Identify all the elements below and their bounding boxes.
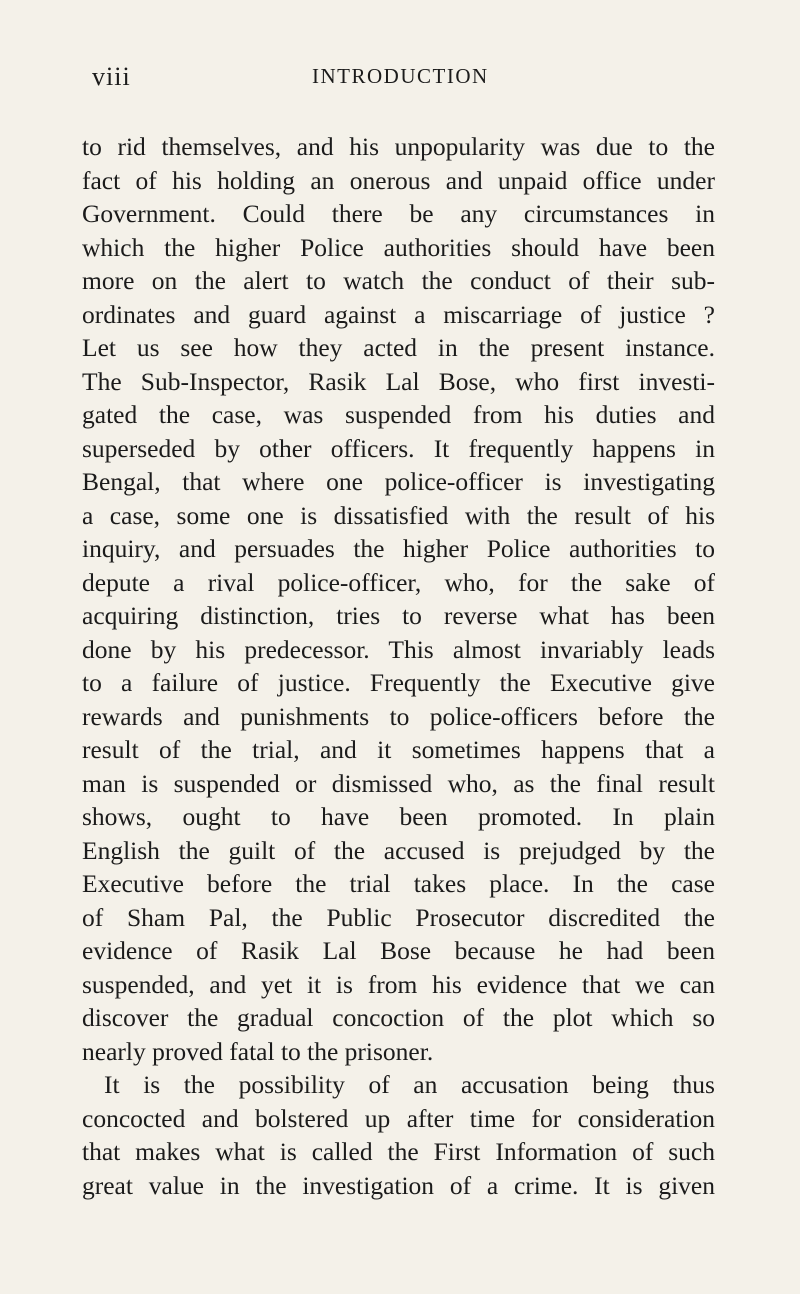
text-line: inquiry, and persuades the higher Police authorities to: [82, 534, 715, 563]
text-line: suspended, and yet it is from his evidence that we can: [82, 969, 715, 999]
text-line: man is suspended or dismissed who, as the final result: [82, 768, 715, 798]
text-line: superseded by other officers. It frequently happens in: [82, 433, 715, 463]
text-line: result of the trial, and it sometimes happens that a: [82, 735, 715, 764]
text-line: Executive before the trial takes place. In the case: [82, 869, 715, 898]
running-head: [92, 62, 712, 92]
body-text: [82, 130, 715, 1202]
text-line: fact of his holding an onerous and unpaid office under: [82, 165, 715, 195]
text-line: discover the gradual concoction of the plot which so: [82, 1003, 715, 1032]
text-line: of Sham Pal, the Public Prosecutor discredited the: [82, 902, 715, 932]
text-line: great value in the investigation of a crime. It is given: [82, 1170, 715, 1200]
text-line: Let us see how they acted in the present instance.: [82, 333, 715, 362]
text-line: Bengal, that where one police-officer is investigating: [82, 467, 715, 496]
text-line: shows, ought to have been promoted. In plain: [82, 802, 715, 831]
text-line: Government. Could there be any circumstances in: [82, 199, 715, 228]
text-line: rewards and punishments to police-officers before the: [82, 701, 715, 731]
text-line: to a failure of justice. Frequently the Executive give: [82, 668, 715, 697]
text-line: that makes what is called the First Information of such: [82, 1137, 715, 1166]
text-line: concocted and bolstered up after time for consideration: [82, 1103, 715, 1133]
text-line: gated the case, was suspended from his duties and: [82, 400, 715, 429]
text-line: evidence of Rasik Lal Bose because he had been: [82, 936, 715, 965]
text-line: The Sub-Inspector, Rasik Lal Bose, who first investi-: [82, 366, 715, 396]
text-line: depute a rival police-officer, who, for the sake of: [82, 567, 715, 597]
text-line: ordinates and guard against a miscarriage of justice ?: [82, 299, 715, 329]
text-line: English the guilt of the accused is prejudged by the: [82, 835, 715, 865]
running-title: INTRODUCTION: [312, 64, 489, 88]
text-line: more on the alert to watch the conduct of their sub-: [82, 266, 715, 295]
text-line: nearly proved fatal to the prisoner.: [82, 1036, 434, 1066]
page-number: viii: [92, 62, 131, 91]
text-line: to rid themselves, and his unpopularity was due to the: [82, 132, 715, 161]
text-line: acquiring distinction, tries to reverse what has been: [82, 601, 715, 630]
text-line: which the higher Police authorities should have been: [82, 232, 715, 262]
text-line: a case, some one is dissatisfied with the result of his: [82, 500, 715, 530]
text-line: done by his predecessor. This almost invariably leads: [82, 634, 715, 664]
paragraph-first-line: It is the possibility of an accusation being thus: [104, 1070, 715, 1099]
